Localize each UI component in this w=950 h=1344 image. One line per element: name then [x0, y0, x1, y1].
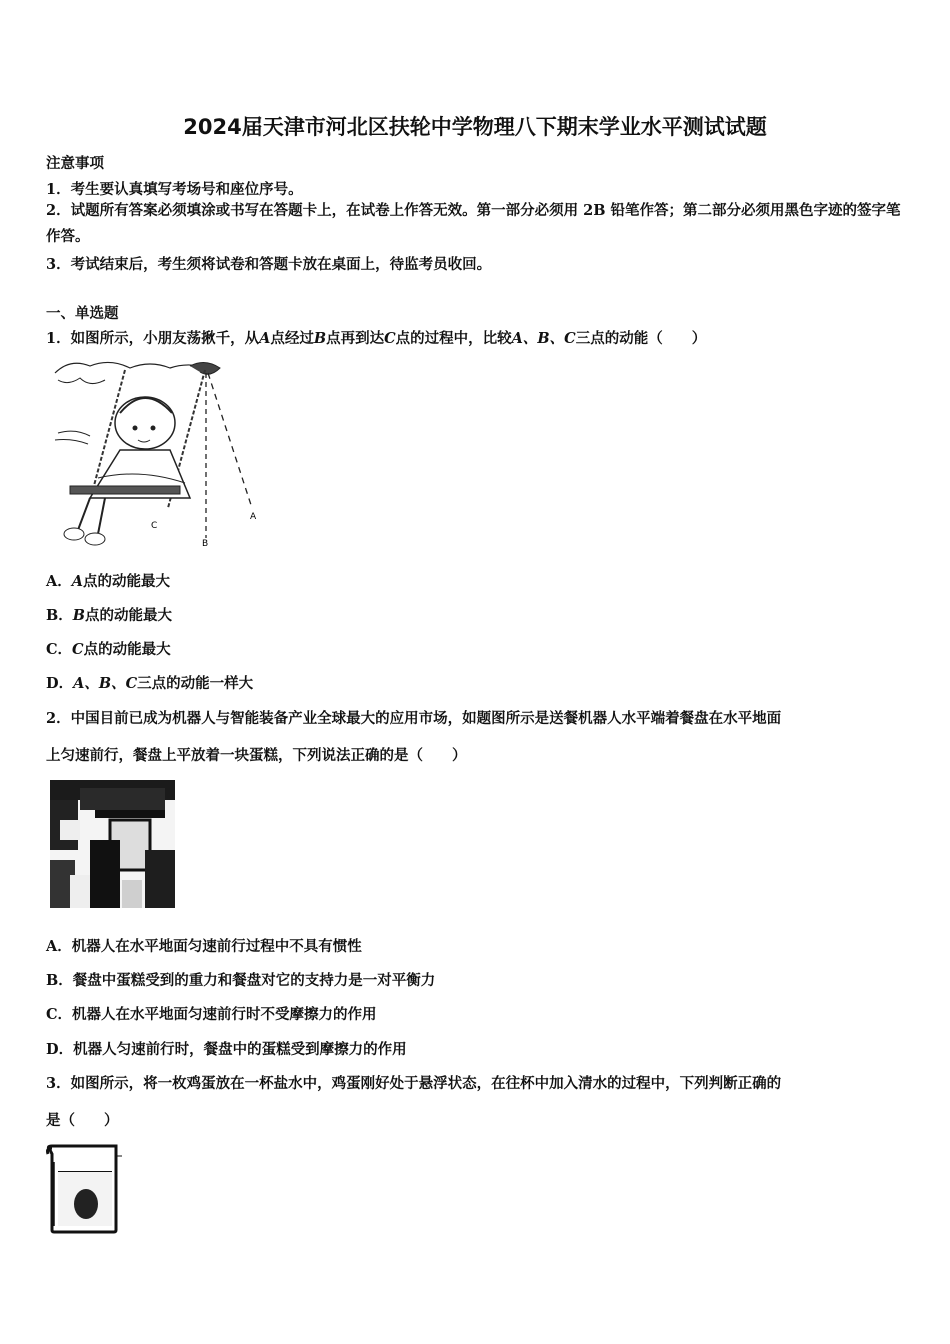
notice-item-2: 2．试题所有答案必须填涂或书写在答题卡上，在试卷上作答无效。第一部分必须用 2B 铅笔作答；第二部分必须用黑色字迹的签字笔作答。 [46, 202, 901, 245]
q1-var-b: B [313, 330, 327, 347]
notice-item-1: 1．考生要认真填写考场号和座位序号。 [46, 181, 303, 198]
robot-photo [50, 780, 175, 908]
beaker-figure [44, 1142, 124, 1234]
q3-stem-line1: 3．如图所示，将一枚鸡蛋放在一杯盐水中，鸡蛋刚好处于悬浮状态，在往杯中加入清水的过程中，下列判断正确的 [46, 1075, 782, 1092]
label-c: C [151, 521, 158, 531]
q2-option-b: B．餐盘中蛋糕受到的重力和餐盘对它的支持力是一对平衡力 [46, 972, 436, 989]
option-text: 点的动能最大 [85, 607, 173, 624]
page-title: 2024届天津市河北区扶轮中学物理八下期末学业水平测试试题 [183, 115, 767, 139]
option-var: A [71, 573, 84, 590]
option-var: A、B、C [73, 675, 138, 692]
q2-option-a: A．机器人在水平地面匀速前行过程中不具有惯性 [46, 938, 362, 955]
q1-var-abc: A、B、C [511, 330, 576, 347]
q2-stem-line2: 上匀速前行，餐盘上平放着一块蛋糕，下列说法正确的是（ ） [46, 747, 467, 764]
q1-stem [46, 327, 706, 348]
q1-stem-part: 点再到达 [326, 330, 385, 347]
q1-stem-part: 三点的动能（ ） [575, 330, 707, 347]
notice-item-3: 3．考试结束后，考生须将试卷和答题卡放在桌面上，待监考员收回。 [46, 256, 492, 273]
section-heading: 一、单选题 [46, 305, 119, 322]
option-var: C [72, 641, 84, 658]
q1-option-d [46, 672, 253, 693]
option-key: B． [46, 607, 73, 624]
q1-var-a: A [259, 330, 271, 347]
option-text: 三点的动能一样大 [137, 675, 254, 692]
label-a: A [250, 512, 257, 522]
q2-option-c: C．机器人在水平地面匀速前行时不受摩擦力的作用 [46, 1006, 377, 1023]
q3-stem-line2: 是（ ） [46, 1112, 119, 1129]
q1-var-c: C [384, 330, 396, 347]
q1-option-a [46, 570, 170, 591]
option-text: 点的动能最大 [83, 573, 171, 590]
option-text: 点的动能最大 [83, 641, 171, 658]
egg-shape [74, 1189, 98, 1219]
q1-stem-part: 点经过 [270, 330, 314, 347]
swing-figure [50, 358, 265, 553]
option-key: A． [46, 573, 72, 590]
option-var: B [72, 607, 86, 624]
q1-stem-part: 1．如图所示，小朋友荡揪千，从 [46, 330, 260, 347]
q1-option-c [46, 638, 171, 659]
option-key: C． [46, 641, 73, 658]
q2-option-d: D．机器人匀速前行时，餐盘中的蛋糕受到摩擦力的作用 [46, 1041, 407, 1058]
q1-stem-part: 点的过程中，比较 [395, 330, 512, 347]
q1-option-b [46, 604, 172, 625]
q2-stem-line1: 2．中国目前已成为机器人与智能装备产业全球最大的应用市场，如题图所示是送餐机器人水平端着餐盘在水平地面 [46, 710, 782, 727]
label-b: B [202, 539, 209, 549]
notice-heading: 注意事项 [46, 155, 104, 172]
option-key: D． [46, 675, 74, 692]
